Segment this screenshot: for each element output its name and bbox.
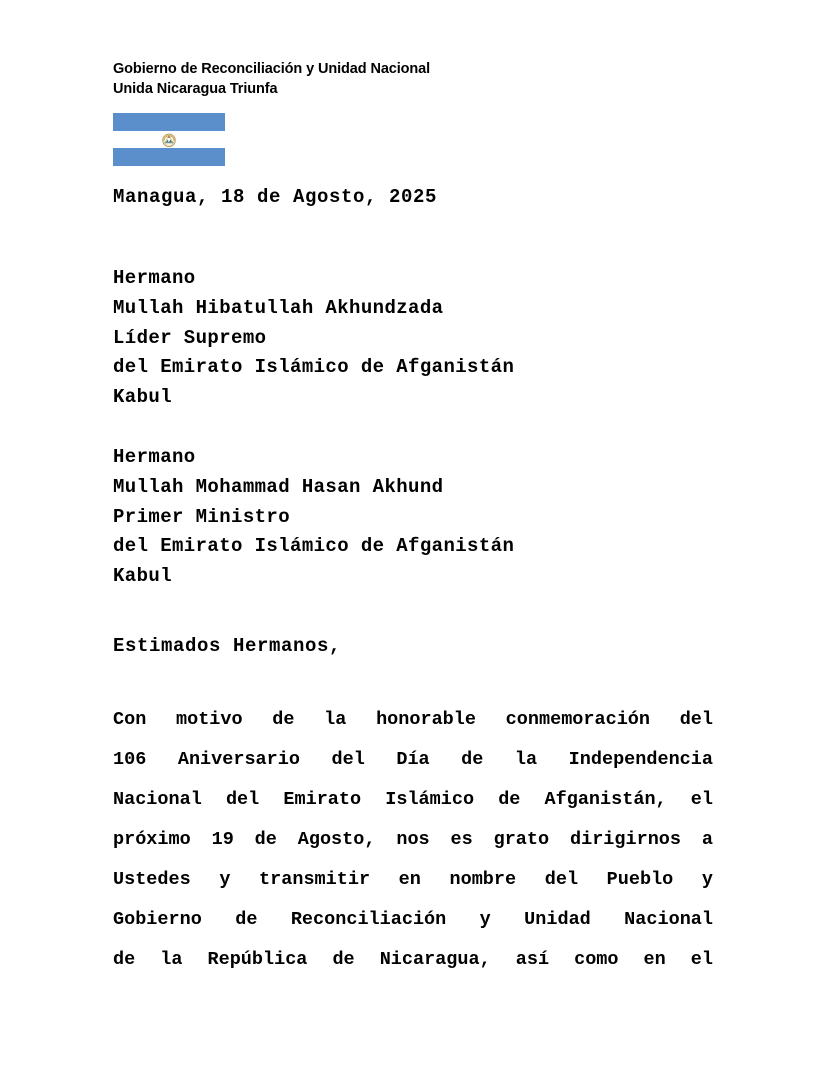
addressee-2-organization: del Emirato Islámico de Afganistán: [113, 535, 515, 558]
letter-salutation: Estimados Hermanos,: [113, 635, 342, 657]
addressee-block-1: [113, 264, 514, 413]
date-line: Managua, 18 de Agosto, 2025: [113, 186, 438, 208]
addressee-2-name: Mullah Mohammad Hasan Akhund: [113, 475, 444, 498]
flag-stripe-top: [113, 113, 225, 131]
nicaragua-flag-icon: [113, 113, 225, 166]
addressee-1-title: Líder Supremo: [113, 326, 267, 349]
body-line: próximo 19 de Agosto, nos es grato dirigirnos a: [113, 829, 713, 850]
addressee-block-2: [113, 443, 514, 592]
letterhead-line-1: Gobierno de Reconciliación y Unidad Nacional: [113, 61, 431, 77]
addressee-2-salutation: Hermano: [113, 446, 196, 468]
letter-body: [113, 700, 713, 980]
flag-stripe-bottom: [113, 148, 225, 166]
letterhead-line-2: Unida Nicaragua Triunfa: [113, 81, 278, 97]
addressee-1-city: Kabul: [113, 386, 173, 409]
nicaragua-coat-of-arms-icon: [160, 131, 178, 149]
addressee-1-organization: del Emirato Islámico de Afganistán: [113, 356, 515, 379]
addressee-2-title: Primer Ministro: [113, 505, 291, 528]
addressee-1-salutation: Hermano: [113, 267, 196, 289]
letterhead: [113, 59, 733, 99]
body-line: Gobierno de Reconciliación y Unidad Nacional: [113, 909, 713, 930]
addressee-1-name: Mullah Hibatullah Akhundzada: [113, 296, 444, 319]
body-line: Ustedes y transmitir en nombre del Pueblo y: [113, 869, 713, 890]
body-line: 106 Aniversario del Día de la Independencia: [113, 749, 713, 770]
body-line: Nacional del Emirato Islámico de Afganistán, el: [113, 789, 713, 810]
body-line: Con motivo de la honorable conmemoración del: [113, 709, 713, 730]
body-line: de la República de Nicaragua, así como en el: [113, 949, 713, 970]
addressee-2-city: Kabul: [113, 565, 173, 588]
